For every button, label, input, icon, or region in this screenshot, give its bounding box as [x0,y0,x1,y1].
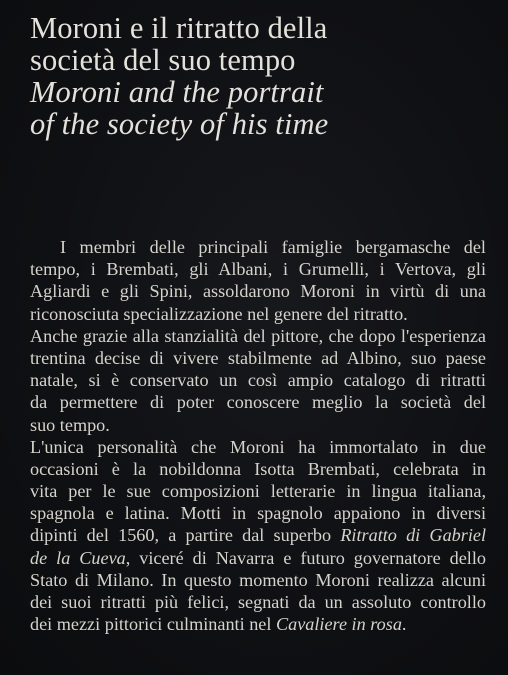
body-text-segment: , viceré di Navarra e futuro governatore dello [125,547,486,568]
artwork-title: de la Cueva [30,547,126,568]
body-line [30,547,486,569]
body-line: vita per le sue composizioni letterarie in lingua italiana, [30,481,486,502]
title-italian-line-1: Moroni e il ritratto della [30,11,328,45]
body-line: dei suoi ritratti più felici, segnati da un assoluto controllo [30,592,486,612]
body-text [30,236,486,635]
body-line: tempo, i Brembati, gli Albani, i Grumelli, i Vertova, gli [30,259,486,280]
body-line: Anche grazie alla stanzialità del pittore, che dopo l'esperienza [30,325,486,346]
body-line: I membri delle principali famiglie bergamasche del [60,237,486,257]
body-line: Agliardi e gli Spini, assoldarono Moroni in virtù di una [30,281,486,302]
body-text-segment: dei mezzi pittorici culminanti nel [30,614,276,635]
title-italian-line-2: società del suo tempo [30,43,296,77]
body-line: occasioni è la nobildonna Isotta Brembati, celebrata in [30,458,486,479]
title-english-line-2: of the society of his time [30,107,329,141]
artwork-title: Ritratto di Gabriel [340,525,486,546]
body-text-segment: dipinti del 1560, a partire dal superbo [30,525,341,546]
panel-title [30,12,500,140]
body-line: da permettere di poter conoscere meglio la società del [30,392,486,413]
body-line [30,524,486,546]
title-english-line-1: Moroni and the portrait [30,75,324,109]
artwork-title: Cavaliere in rosa [275,614,402,635]
body-line: natale, si è conservato un così ampio catalogo di ritratti [30,370,486,391]
body-line: suo tempo. [30,414,110,435]
body-line: Stato di Milano. In questo momento Moroni realizza alcuni [30,569,486,590]
body-line [30,613,486,635]
body-line: L'unica personalità che Moroni ha immortalato in due [30,436,486,457]
body-line: riconosciuta specializzazione nel genere del ritratto. [30,303,408,324]
body-line: spagnola e latina. Motti in spagnolo appaiono in diversi [30,503,486,524]
body-text-segment: . [401,614,407,635]
body-line: trentina decise di vivere stabilmente ad Albino, suo paese [30,347,486,368]
